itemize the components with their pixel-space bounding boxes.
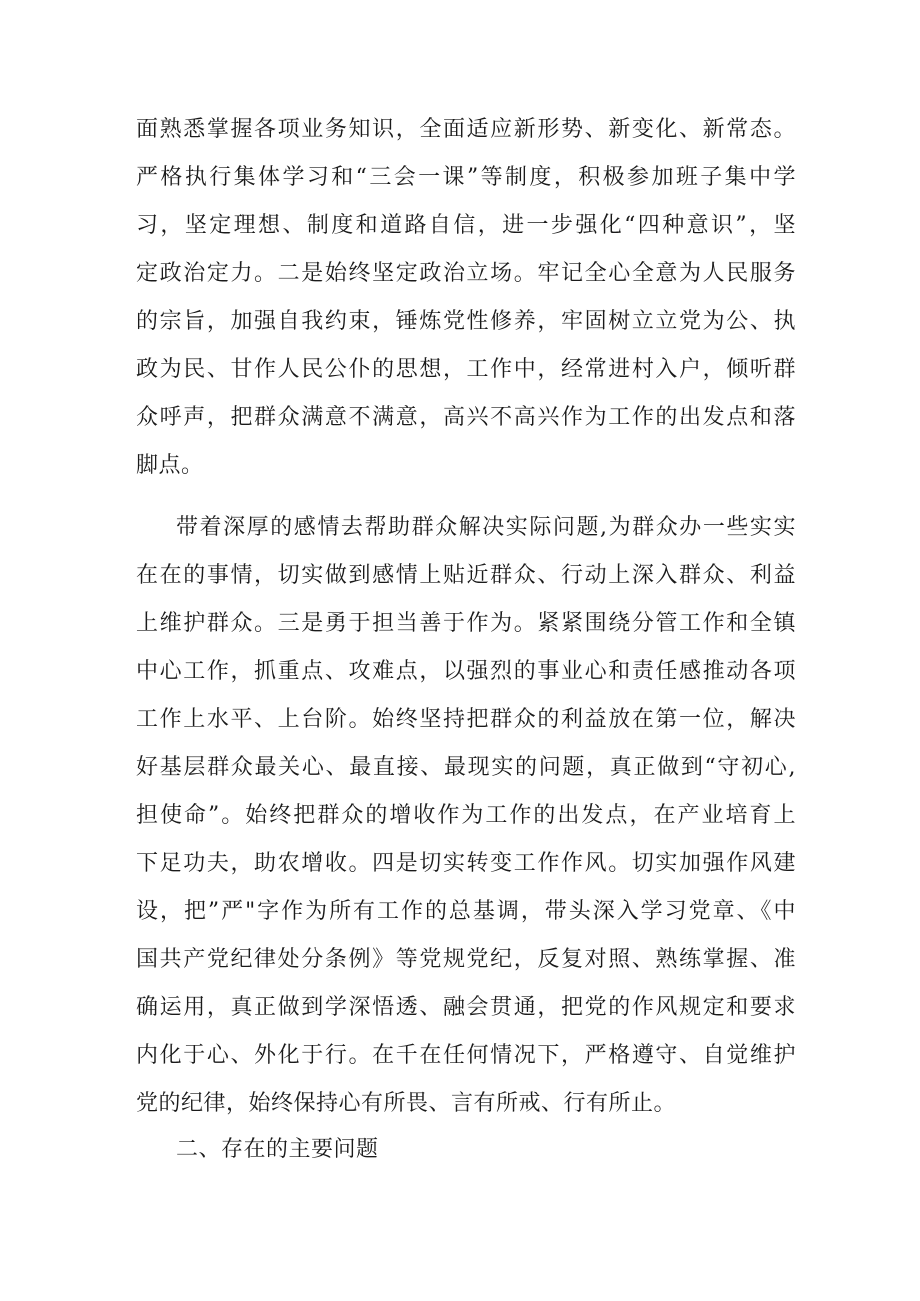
paragraph-1-line: 习，坚定理想、制度和道路自信，进一步强化“四种意识”，坚	[136, 213, 796, 238]
paragraph-1-line: 政为民、甘作人民公仆的思想，工作中，经常进村入户，倾听群	[136, 357, 796, 382]
paragraph-1-line: 的宗旨，加强自我约束，锤炼党性修养，牢固树立立党为公、执	[136, 309, 796, 334]
paragraph-2-line: 中心工作，抓重点、攻难点，以强烈的事业心和责任感推动各项	[136, 659, 796, 684]
paragraph-1-line: 脚点。	[136, 453, 204, 478]
paragraph-2-line: 担使命”。始终把群众的增收作为工作的出发点，在产业培育上	[136, 803, 796, 828]
paragraph-2-line: 内化于心、外化于行。在千在任何情况下，严格遵守、自觉维护	[136, 1043, 796, 1068]
section-heading: 二、存在的主要问题	[176, 1137, 379, 1162]
paragraph-2-line: 上维护群众。三是勇于担当善于作为。紧紧围绕分管工作和全镇	[136, 611, 796, 636]
paragraph-2-line: 设，把”严"字作为所有工作的总基调，带头深入学习党章、《中	[136, 899, 796, 924]
paragraph-1-line: 众呼声，把群众满意不满意，高兴不高兴作为工作的出发点和落	[136, 405, 796, 430]
paragraph-2-line: 在在的事情，切实做到感情上贴近群众、行动上深入群众、利益	[136, 563, 796, 588]
paragraph-1-line: 严格执行集体学习和“三会一课”等制度，积极参加班子集中学	[136, 165, 796, 190]
paragraph-2-line: 下足功夫，助农增收。四是切实转变工作作风。切实加强作风建	[136, 851, 796, 876]
paragraph-2-line: 国共产党纪律处分条例》等党规党纪，反复对照、熟练掌握、准	[136, 947, 796, 972]
paragraph-1-line: 定政治定力。二是始终坚定政治立场。牢记全心全意为人民服务	[136, 261, 796, 286]
paragraph-2-line: 带着深厚的感情去帮助群众解决实际问题,为群众办一些实实	[176, 515, 796, 540]
paragraph-2-line: 确运用，真正做到学深悟透、融会贯通，把党的作风规定和要求	[136, 995, 796, 1020]
paragraph-2-line: 好基层群众最关心、最直接、最现实的问题，真正做到“守初心,	[136, 755, 796, 780]
paragraph-2-line: 党的纪律，始终保持心有所畏、言有所戒、行有所止。	[136, 1091, 677, 1116]
paragraph-1-line: 面熟悉掌握各项业务知识，全面适应新形势、新变化、新常态。	[136, 117, 796, 142]
paragraph-2-line: 工作上水平、上台阶。始终坚持把群众的利益放在第一位，解决	[136, 707, 796, 732]
